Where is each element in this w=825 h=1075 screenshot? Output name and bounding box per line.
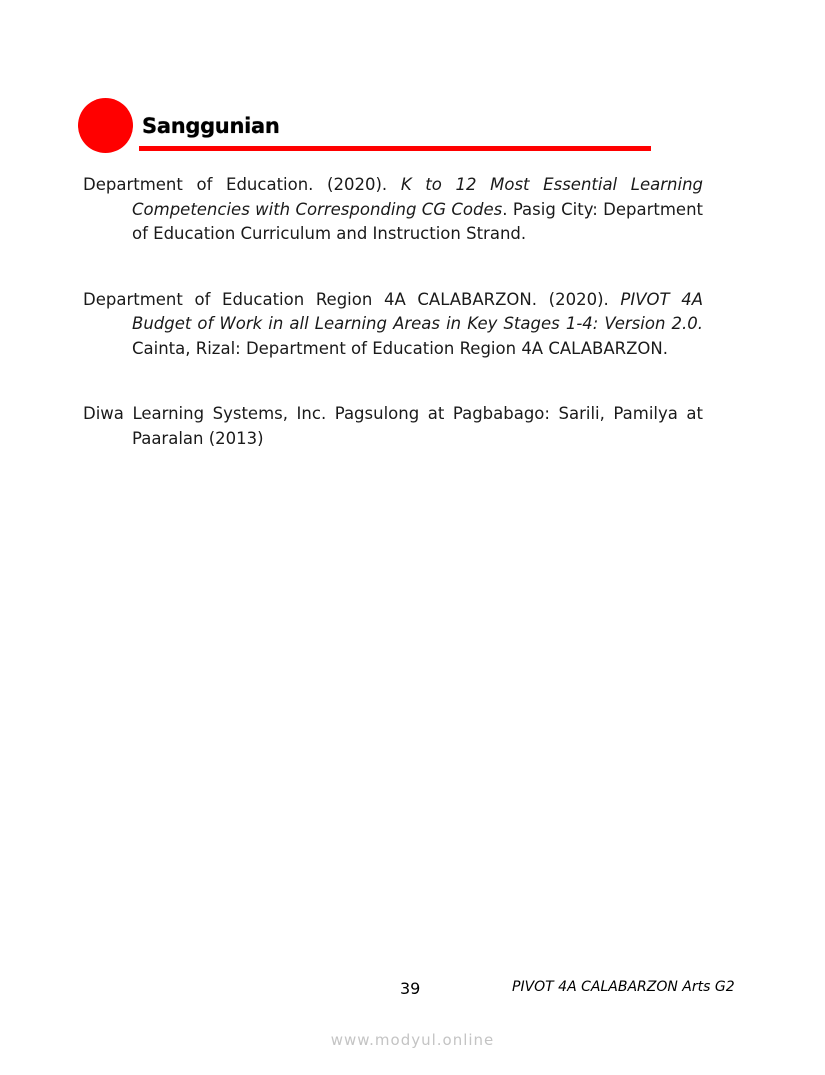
section-title: Sanggunian (142, 114, 280, 138)
footer-book-tag: PIVOT 4A CALABARZON Arts G2 (512, 979, 735, 995)
page-number: 39 (400, 979, 421, 998)
red-circle-icon (78, 98, 133, 153)
reference-text: Diwa Learning Systems, Inc. Pagsulong at Pagbabago: Sarili, Pamilya at Paaralan (2013) (83, 404, 703, 448)
section-header (0, 0, 825, 160)
reference-publisher: Cainta, Rizal: Department of Education Region 4A CALABARZON. (132, 338, 668, 358)
title-underline (139, 146, 651, 151)
reference-item (83, 402, 703, 451)
reference-list (83, 173, 703, 451)
reference-title: K to 12 Most Essential Learning Competencies with Corresponding CG Codes (132, 175, 703, 219)
reference-authors: Department of Education. (2020). (83, 175, 401, 194)
reference-authors: Department of Education Region 4A CALABARZON. (2020). (83, 289, 621, 309)
reference-publisher: . Pasig City: Department of Education Curriculum and Instruction Strand. (132, 199, 703, 243)
watermark: www.modyul.online (330, 1031, 495, 1049)
reference-item (83, 173, 703, 247)
reference-item (83, 288, 703, 362)
reference-title: PIVOT 4A Budget of Work in all Learning Areas in Key Stages 1-4: Version 2.0. (132, 289, 704, 333)
